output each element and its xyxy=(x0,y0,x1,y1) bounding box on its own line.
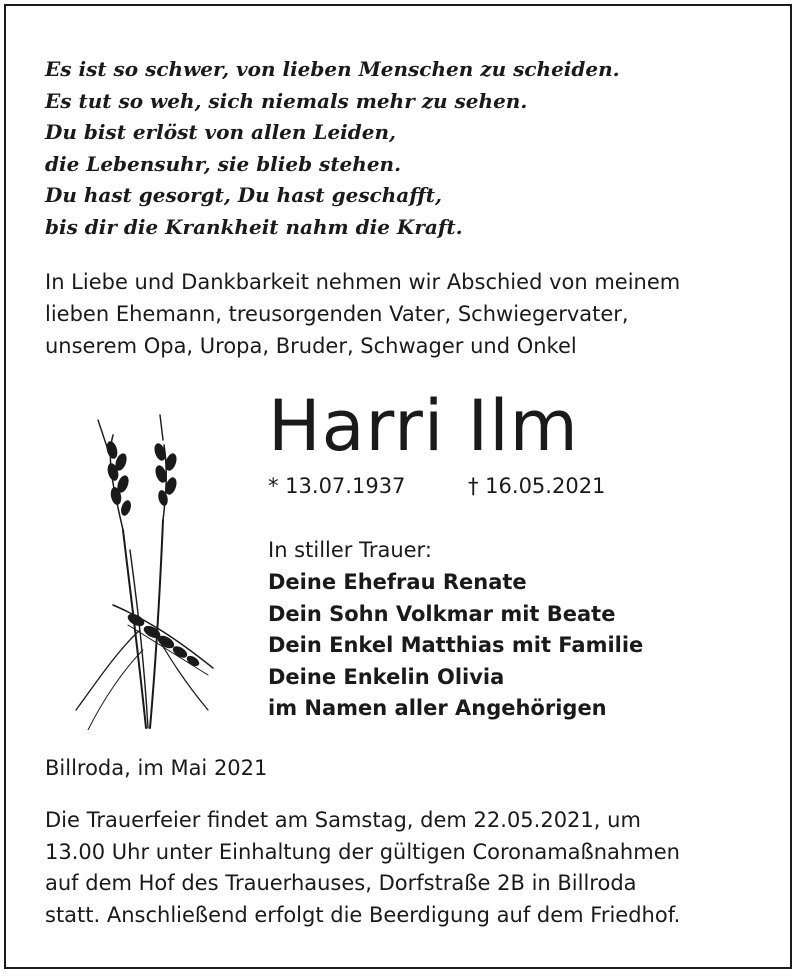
birth-date: * 13.07.1937 xyxy=(268,474,406,498)
mourner-entry: Deine Enkelin Olivia xyxy=(268,664,505,689)
poem xyxy=(45,54,620,243)
place-and-date: Billroda, im Mai 2021 xyxy=(45,756,268,780)
farewell-intro xyxy=(45,266,765,362)
funeral-line: Die Trauerfeier findet am Samstag, dem 22.05.2021, um xyxy=(45,808,641,832)
poem-line: Es ist so schwer, von lieben Menschen zu scheiden. xyxy=(45,57,620,81)
poem-line: Du hast gesorgt, Du hast geschafft, xyxy=(45,183,443,207)
poem-line: die Lebensuhr, sie blieb stehen. xyxy=(45,151,402,176)
deceased-name: Harri Ilm xyxy=(268,385,579,467)
poem-line: Du bist erlöst von allen Leiden, xyxy=(45,120,396,144)
wheat-illustration-icon xyxy=(68,410,228,730)
mourner-entry: Dein Sohn Volkmar mit Beate xyxy=(268,601,616,626)
intro-line: In Liebe und Dankbarkeit nehmen wir Abschied von meinem xyxy=(45,270,681,294)
intro-line: unserem Opa, Uropa, Bruder, Schwager und Onkel xyxy=(45,334,577,358)
funeral-details xyxy=(45,805,775,931)
mourners-list xyxy=(268,567,643,725)
intro-line: lieben Ehemann, treusorgenden Vater, Schwiegervater, xyxy=(45,302,629,326)
mourning-heading: In stiller Trauer: xyxy=(268,538,432,562)
poem-line: bis dir die Krankheit nahm die Kraft. xyxy=(45,214,463,239)
funeral-line: 13.00 Uhr unter Einhaltung der gültigen Coronamaßnahmen xyxy=(45,839,680,864)
mourner-entry: im Namen aller Angehörigen xyxy=(268,696,607,720)
poem-line: Es tut so weh, sich niemals mehr zu sehen. xyxy=(45,88,528,113)
mourner-entry: Dein Enkel Matthias mit Familie xyxy=(268,633,644,657)
death-date: † 16.05.2021 xyxy=(468,474,606,498)
funeral-line: statt. Anschließend erfolgt die Beerdigung auf dem Friedhof. xyxy=(45,902,681,927)
mourner-entry: Deine Ehefrau Renate xyxy=(268,570,527,594)
funeral-line: auf dem Hof des Trauerhauses, Dorfstraße 2B in Billroda xyxy=(45,871,637,895)
